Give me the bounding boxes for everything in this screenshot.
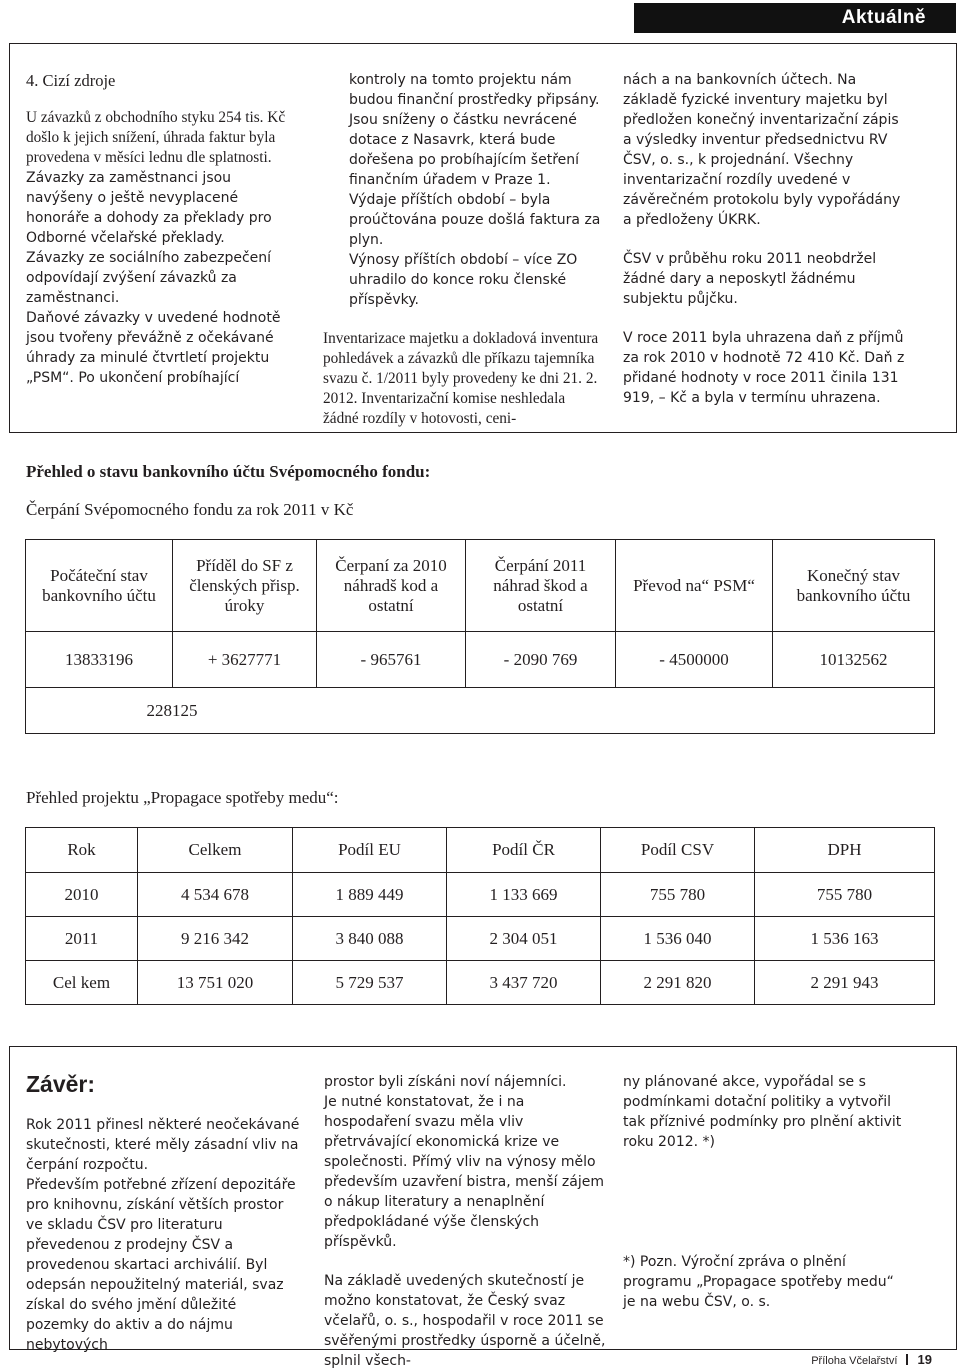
table-cell: 1 536 040 (601, 917, 755, 961)
page-footer (811, 1352, 932, 1367)
footer-separator (906, 1354, 908, 1365)
table-cell: Cel kem (26, 961, 138, 1005)
paragraph: Především potřebné zřízení depozitáře pro knihovnu, získání větších prostor ve skladu ČSV pro literaturu převedenou z prodejny ČSV a provedenou skartaci archiválií. Byl odepsán nepoužitelný materiál, svaz získal do svého jmění důležité pozemky do aktiv a do nájmu nebytových (26, 1177, 296, 1353)
table-cell: 2 291 820 (601, 961, 755, 1005)
paragraph: prostor byli získáni noví nájemníci. (324, 1074, 567, 1090)
table-header-cell: Konečný stav bankovního účtu (773, 540, 935, 632)
table-cell: 1 133 669 (447, 873, 601, 917)
conclusion-column-3 (623, 1072, 908, 1312)
table-cell: - 2090 769 (466, 632, 616, 688)
section-title: 4. Cizí zdroje (26, 71, 116, 90)
paragraph: Daňové závazky v uvedené hodnotě jsou tvořeny převážně z očekávané úhrady za minulé čtvrtletí projektu „PSM“. Po ukončení probíhající (26, 310, 281, 386)
table-cell: 10132562 (773, 632, 935, 688)
page-number: 19 (917, 1352, 932, 1367)
table-header-cell: Čerpaní za 2010 náhradš kod a ostatní (317, 540, 466, 632)
paragraph: ČSV v průběhu roku 2011 neobdržel žádné dary a neposkytl žádnému subjektu půjčku. (623, 251, 877, 307)
table-cell: 1 536 163 (755, 917, 935, 961)
table-row (26, 873, 935, 917)
table-header-cell: Podíl ČR (447, 828, 601, 873)
table-cell: 755 780 (601, 873, 755, 917)
column-1 (26, 70, 291, 388)
column-2 (323, 70, 603, 429)
paragraph: Na základě uvedených skutečností je možno konstatovat, že Český svaz včelařů, o. s., hospodařil v roce 2011 se svěřenými prostředky úsporně a účelně, splnil všech- (324, 1273, 606, 1369)
table-row (26, 917, 935, 961)
table-header-cell: Podíl EU (293, 828, 447, 873)
table-header-cell: Počáteční stav bankovního účtu (26, 540, 173, 632)
paragraph: Závazky ze sociálního zabezpečení odpovídají zvýšení závazků za zaměstnanci. (26, 250, 272, 306)
table-cell: 2011 (26, 917, 138, 961)
section-header-bar (634, 3, 956, 33)
table-row (26, 961, 935, 1005)
conclusion-column-1 (26, 1115, 301, 1355)
table-cell: + 3627771 (173, 632, 317, 688)
section-label: Aktuálně (841, 7, 926, 28)
conclusion-column-2 (324, 1072, 607, 1371)
bank-extra-value: 228125 (146, 700, 198, 720)
table-cell: 2 304 051 (447, 917, 601, 961)
bank-section-subtitle: Čerpání Svépomocného fondu za rok 2011 v Kč (26, 500, 354, 519)
paragraph: Rok 2011 přinesl některé neočekávané skutečnosti, které měly zásadní vliv na čerpání rozpočtu. (26, 1117, 300, 1173)
project-table (25, 827, 935, 1005)
column-3 (623, 70, 908, 408)
table-cell: 3 840 088 (293, 917, 447, 961)
table-cell: 2010 (26, 873, 138, 917)
paragraph: Výnosy příštích období – více ZO uhradilo do konce roku členské příspěvky. (349, 252, 578, 308)
paragraph: Výdaje příštích období – byla proúčtována pouze došlá faktura za plyn. (349, 192, 601, 248)
table-cell: 13 751 020 (138, 961, 293, 1005)
paragraph: Inventarizace majetku a dokladová inventura pohledávek a závazků dle příkazu tajemníka svazu č. 1/2011 byly provedeny ke dni 21. 2. 2012. Inventarizační komise neshledala žádné rozdíly v hotovosti, ceni- (323, 330, 599, 427)
paragraph: V roce 2011 byla uhrazena daň z příjmů za rok 2010 v hodnotě 72 410 Kč. Daň z přidané hodnoty v roce 2011 činila 131 919, – Kč a byla v termínu uhrazena. (623, 330, 905, 406)
paragraph: Závazky za zaměstnanci jsou navýšeny o ještě nevyplacené honoráře a dohody za překlady pro Odborné včelařské překlady. (26, 170, 272, 246)
paragraph: nách a na bankovních účtech. Na základě fyzické inventury majetku byl předložen konečný inventarizační zápis a výsledky inventur předsednictvu RV ČSV, o. s., k projednání. Všechny inventarizační rozdíly uvedené v závěrečném protokolu byly vypořádány a předloženy ÚKRK. (623, 72, 901, 228)
table-header-cell: Celkem (138, 828, 293, 873)
table-header-cell: Převod na“ PSM“ (616, 540, 773, 632)
table-header-cell: Čerpání 2011 náhrad škod a ostatní (466, 540, 616, 632)
table-cell: - 4500000 (616, 632, 773, 688)
table-cell: 2 291 943 (755, 961, 935, 1005)
table-header-cell: Příděl do SF z členských přisp. úroky (173, 540, 317, 632)
table-cell: 1 889 449 (293, 873, 447, 917)
paragraph: ny plánované akce, vypořádal se s podmínkami dotační politiky a vytvořil tak příznivé podmínky pro plnění aktivit roku 2012. *) (623, 1074, 902, 1150)
project-section-title: Přehled projektu „Propagace spotřeby medu“: (26, 788, 339, 807)
table-cell: 5 729 537 (293, 961, 447, 1005)
table-cell: - 965761 (317, 632, 466, 688)
table-cell: 13833196 (26, 632, 173, 688)
table-header-cell: DPH (755, 828, 935, 873)
table-cell: 9 216 342 (138, 917, 293, 961)
footer-label: Příloha Včelařství (811, 1355, 898, 1367)
table-cell (26, 688, 935, 734)
paragraph: kontroly na tomto projektu nám budou finanční prostředky připsány. Jsou sníženy o částku nevrácené dotace z Nasavrk, která bude dořešena po probíhajícím šetření finančním úřadem v Praze 1. (349, 72, 600, 188)
footnote: *) Pozn. Výroční zpráva o plnění programu „Propagace spotřeby medu“ je na webu ČSV, o. s. (623, 1254, 894, 1310)
table-cell: 3 437 720 (447, 961, 601, 1005)
bank-table (25, 539, 935, 734)
table-header-cell: Rok (26, 828, 138, 873)
conclusion-title: Závěr: (26, 1071, 96, 1097)
table-cell: 755 780 (755, 873, 935, 917)
table-header-cell: Podíl CSV (601, 828, 755, 873)
paragraph: Je nutné konstatovat, že i na hospodaření svazu měla vliv přetrvávající ekonomická krize ve společnosti. Přímý vliv na výnosy mělo především uzavření bistra, menší zájem o nákup literatury a nenaplnění předpokládané výše členských příspěvků. (324, 1094, 604, 1250)
table-cell: 4 534 678 (138, 873, 293, 917)
paragraph: U závazků z obchodního styku 254 tis. Kč došlo k jejich snížení, úhrada faktur byla provedena v měsíci lednu dle splatnosti. (26, 109, 286, 166)
bank-section-title: Přehled o stavu bankovního účtu Svépomocného fondu: (26, 462, 431, 481)
